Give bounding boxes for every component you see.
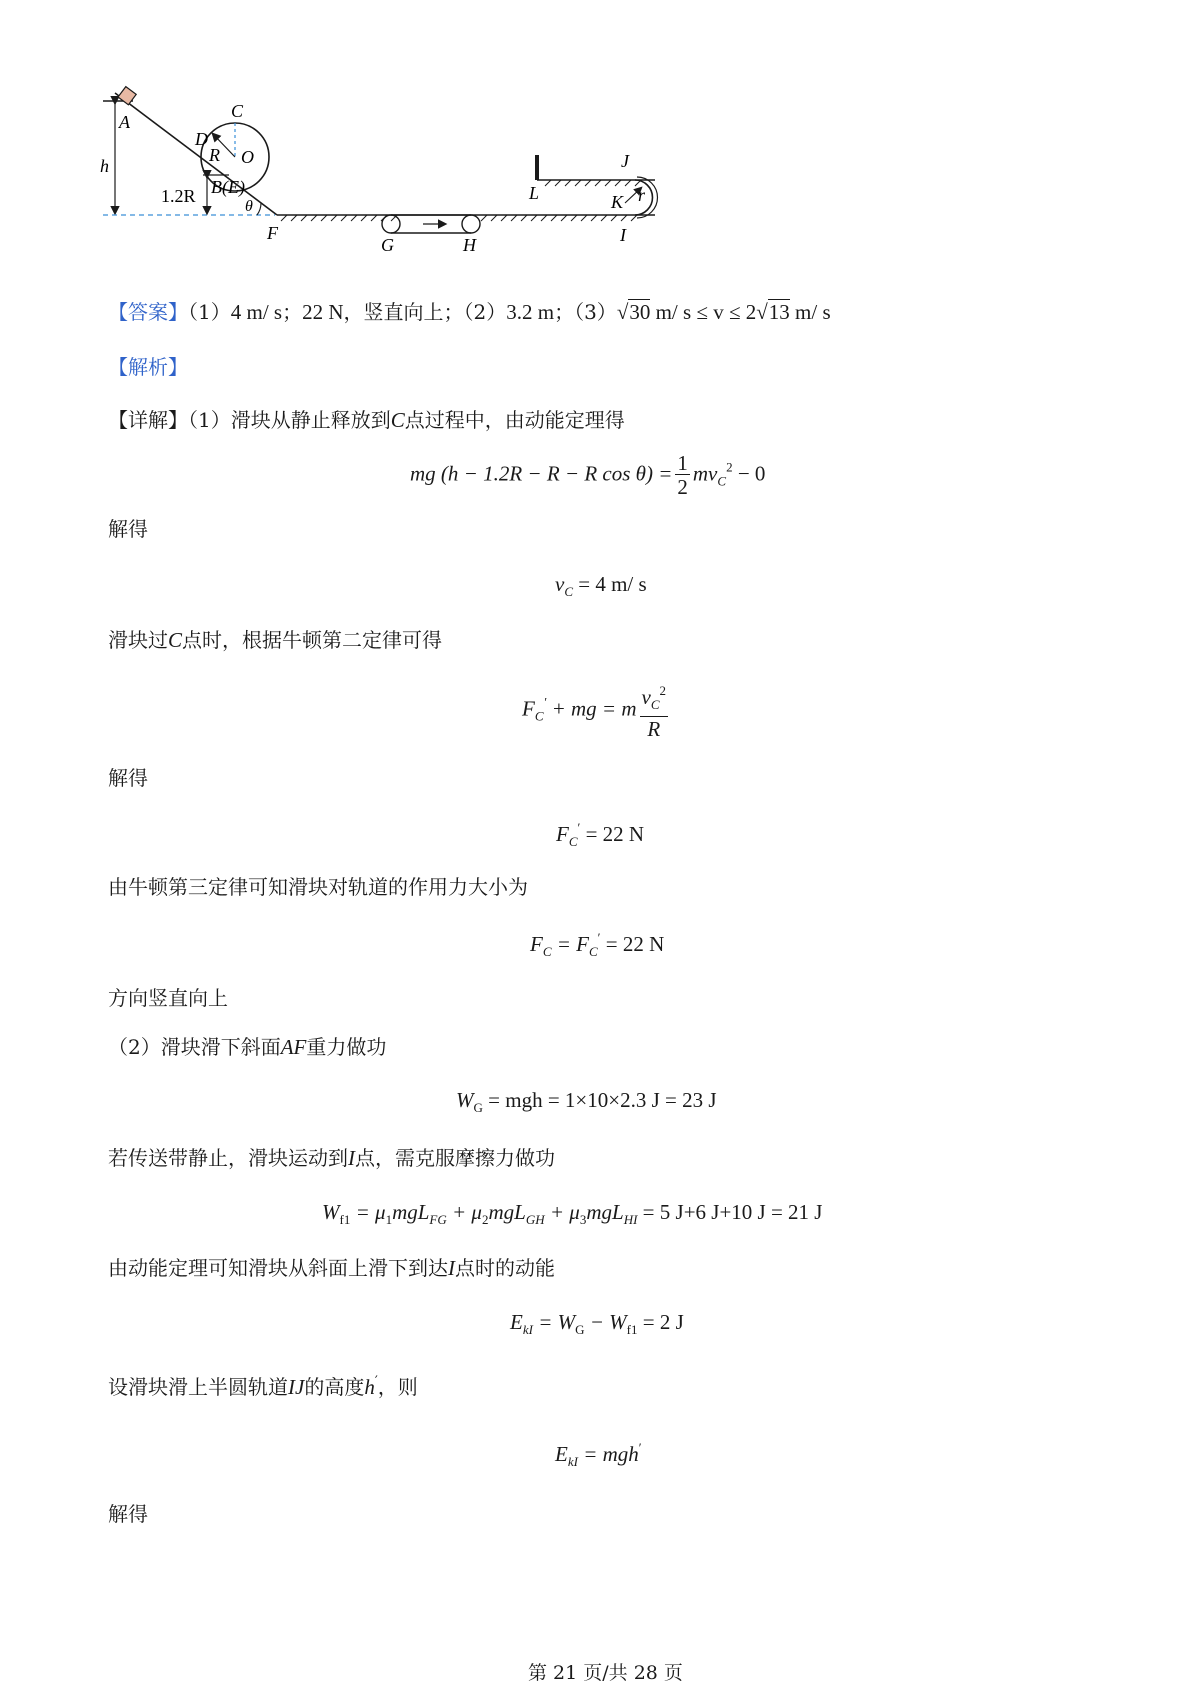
eq4-sub: C — [568, 834, 578, 849]
text5-af: AF — [280, 1035, 307, 1059]
eq3-sup: ′ — [543, 694, 547, 710]
answer-range-mid: m/ s ≤ v ≤ 2 — [650, 300, 757, 324]
text7-a: 由动能定理可知滑块从斜面上滑下到达 — [108, 1256, 448, 1280]
eq8-rhs: = 2 J — [637, 1310, 684, 1334]
eq9-e: E — [555, 1442, 568, 1466]
eq1-lhs: mg (h − 1.2R − R − R cos θ) = — [410, 461, 673, 486]
label-r: r — [638, 185, 646, 205]
text5-b: 重力做功 — [306, 1035, 387, 1059]
solve-3: 解得 — [108, 1502, 148, 1526]
eq7-s6: HI — [623, 1212, 638, 1227]
equation-friction-work — [322, 1200, 822, 1228]
eq7-rhs: = 5 J+6 J+10 J = 21 J — [637, 1200, 823, 1224]
eq2-v: v — [555, 572, 565, 596]
eq9-sub: kI — [567, 1454, 578, 1469]
eq3-den: R — [647, 717, 661, 741]
text-friction-work — [108, 1146, 555, 1170]
detail-text-a: （1）滑块从静止释放到 — [188, 408, 391, 432]
eq3-num-sup: 2 — [659, 683, 667, 698]
eq1-rhs: mv — [692, 461, 718, 486]
eq8-sub2: G — [575, 1322, 585, 1337]
eq2-rhs: = 4 m/ s — [573, 572, 647, 596]
eq7-s1: 1 — [385, 1212, 393, 1227]
text6-i: I — [348, 1146, 355, 1170]
text5-a: （2）滑块滑下斜面 — [108, 1035, 281, 1059]
answer-tag: 【答案】 — [108, 300, 188, 324]
label-O: O — [241, 147, 254, 167]
eq7-w: W — [322, 1200, 340, 1224]
equation-gravity-work — [456, 1088, 717, 1116]
eq1-rhs-b: − 0 — [732, 461, 766, 486]
text2-b: 点时，根据牛顿第二定律可得 — [182, 628, 443, 652]
text8-hsup: ′ — [374, 1374, 378, 1389]
eq3-mid: + mg = m — [546, 696, 637, 721]
label-R: R — [209, 145, 220, 165]
eq7-s4: GH — [525, 1212, 545, 1227]
eq8-w2: − W — [584, 1310, 627, 1334]
eq7-mu2: + μ — [446, 1200, 482, 1224]
eq7-t1: mgL — [392, 1200, 430, 1224]
eq7-t3: mgL — [586, 1200, 624, 1224]
label-H: H — [463, 235, 476, 255]
eq1-sup: 2 — [726, 459, 733, 475]
eq5-sup2: ′ — [597, 930, 601, 945]
text7-i: I — [448, 1256, 455, 1280]
eq3-f: F — [522, 696, 535, 721]
label-F: F — [267, 223, 278, 243]
eq5-sub2: C — [589, 944, 598, 959]
text8-b: 的高度 — [304, 1375, 365, 1399]
eq1-frac-num: 1 — [677, 451, 688, 475]
label-L: L — [529, 183, 540, 203]
equation-newton-2 — [522, 680, 671, 741]
equation-energy-theorem — [410, 452, 765, 499]
equation-height — [555, 1440, 642, 1470]
slider-block — [118, 87, 136, 105]
upper-hatch — [545, 180, 641, 186]
eq6-w: W — [456, 1088, 474, 1112]
answer-range-unit: m/ s — [789, 300, 831, 324]
eq8-e: E — [510, 1310, 523, 1334]
label-D: D — [195, 129, 208, 149]
answer-direction: ，竖直向上；（2） — [343, 300, 507, 324]
label-1-2R: 1.2R — [161, 186, 196, 206]
equation-fc — [530, 930, 664, 960]
solve-2: 解得 — [108, 766, 148, 790]
eq8-sub3: f1 — [626, 1322, 638, 1337]
label-K: K — [611, 192, 624, 212]
text-newton-3: 由牛顿第三定律可知滑块对轨道的作用力大小为 — [108, 875, 528, 899]
eq8-sub: kI — [522, 1322, 533, 1337]
eq7-s5: 3 — [579, 1212, 587, 1227]
text-semicircle — [108, 1370, 418, 1399]
eq5-sub1: C — [542, 944, 552, 959]
text8-h: h — [364, 1375, 375, 1399]
eq7-s3: 2 — [481, 1212, 489, 1227]
text2-c: C — [168, 628, 183, 652]
eq6-sub: G — [473, 1100, 483, 1115]
text8-c: ，则 — [377, 1375, 418, 1399]
eq3-num-v: v — [641, 685, 651, 709]
eq7-mu3: + μ — [544, 1200, 580, 1224]
text6-b: 点，需克服摩擦力做功 — [355, 1146, 555, 1170]
answer-sep1: ； — [282, 300, 303, 324]
eq3-sub: C — [534, 708, 544, 724]
text-part-2 — [108, 1035, 386, 1059]
answer-force: 22 N — [302, 300, 344, 324]
detail-line-1 — [108, 408, 625, 432]
ground-hatch — [281, 215, 637, 221]
detail-tag: 【详解】 — [108, 408, 188, 432]
answer-sep2: ；（3） — [554, 300, 617, 324]
solve-1: 解得 — [108, 517, 148, 541]
eq6-rhs: = mgh = 1×10×2.3 J = 23 J — [482, 1088, 717, 1112]
equation-eki — [510, 1310, 684, 1338]
label-BE: B(E) — [211, 177, 245, 197]
eq4-f: F — [556, 822, 569, 846]
text7-b: 点时的动能 — [455, 1256, 555, 1280]
label-A: A — [119, 112, 130, 132]
eq4-rhs: = 22 N — [580, 822, 645, 846]
eq7-mu1: = μ — [350, 1200, 386, 1224]
physics-diagram — [95, 85, 735, 270]
eq2-sub: C — [564, 584, 573, 599]
eq5-f: F — [530, 932, 543, 956]
eq8-w: = W — [532, 1310, 576, 1334]
label-theta: θ — [245, 198, 253, 215]
label-I: I — [620, 225, 626, 245]
analysis-tag: 【解析】 — [108, 355, 188, 379]
eq5-rhs: = 22 N — [600, 932, 665, 956]
page-footer: 第 21 页/共 28 页 — [528, 1662, 683, 1684]
text8-a: 设滑块滑上半圆轨道 — [108, 1375, 288, 1399]
label-J: J — [621, 151, 629, 171]
text-direction: 方向竖直向上 — [108, 986, 228, 1010]
label-h: h — [100, 156, 109, 176]
label-C: C — [231, 101, 244, 121]
eq7-t2: mgL — [488, 1200, 526, 1224]
text6-a: 若传送带静止，滑块运动到 — [108, 1146, 348, 1170]
text2-a: 滑块过 — [108, 628, 168, 652]
theta-arc — [257, 203, 261, 215]
eq7-sub: f1 — [339, 1212, 351, 1227]
answer-part1-prefix: （1） — [188, 300, 231, 324]
roller-g — [382, 215, 400, 233]
eq9-rhs: = mgh — [577, 1442, 639, 1466]
text-newton-2 — [108, 628, 442, 652]
eq9-sup: ′ — [638, 1440, 642, 1455]
answer-velocity: 4 m/ s — [230, 300, 283, 324]
equation-fc-prime — [556, 820, 644, 850]
eq1-sub: C — [717, 473, 727, 489]
eq1-frac-den: 2 — [677, 475, 688, 499]
roller-h — [462, 215, 480, 233]
label-G: G — [381, 235, 394, 255]
answer-line: 【答案】（1）4 m/ s；22 N，竖直向上；（2）3.2 m；（3）√30 m/ s ≤ v ≤ 2√13 m/ s — [108, 300, 831, 324]
answer-distance: 3.2 m — [506, 300, 555, 324]
equation-vc — [555, 572, 647, 600]
detail-text-b: 点过程中，由动能定理得 — [404, 408, 625, 432]
eq3-num-sub: C — [650, 697, 660, 712]
text-kinetic-energy — [108, 1256, 555, 1280]
detail-point-c: C — [390, 408, 405, 432]
text8-ij: IJ — [288, 1375, 305, 1399]
answer-sqrt-13: 13 — [768, 300, 790, 324]
answer-sqrt-30: 30 — [629, 300, 651, 324]
eq5-mid: = F — [551, 932, 589, 956]
eq4-sup: ′ — [577, 820, 581, 835]
eq7-s2: FG — [429, 1212, 447, 1227]
